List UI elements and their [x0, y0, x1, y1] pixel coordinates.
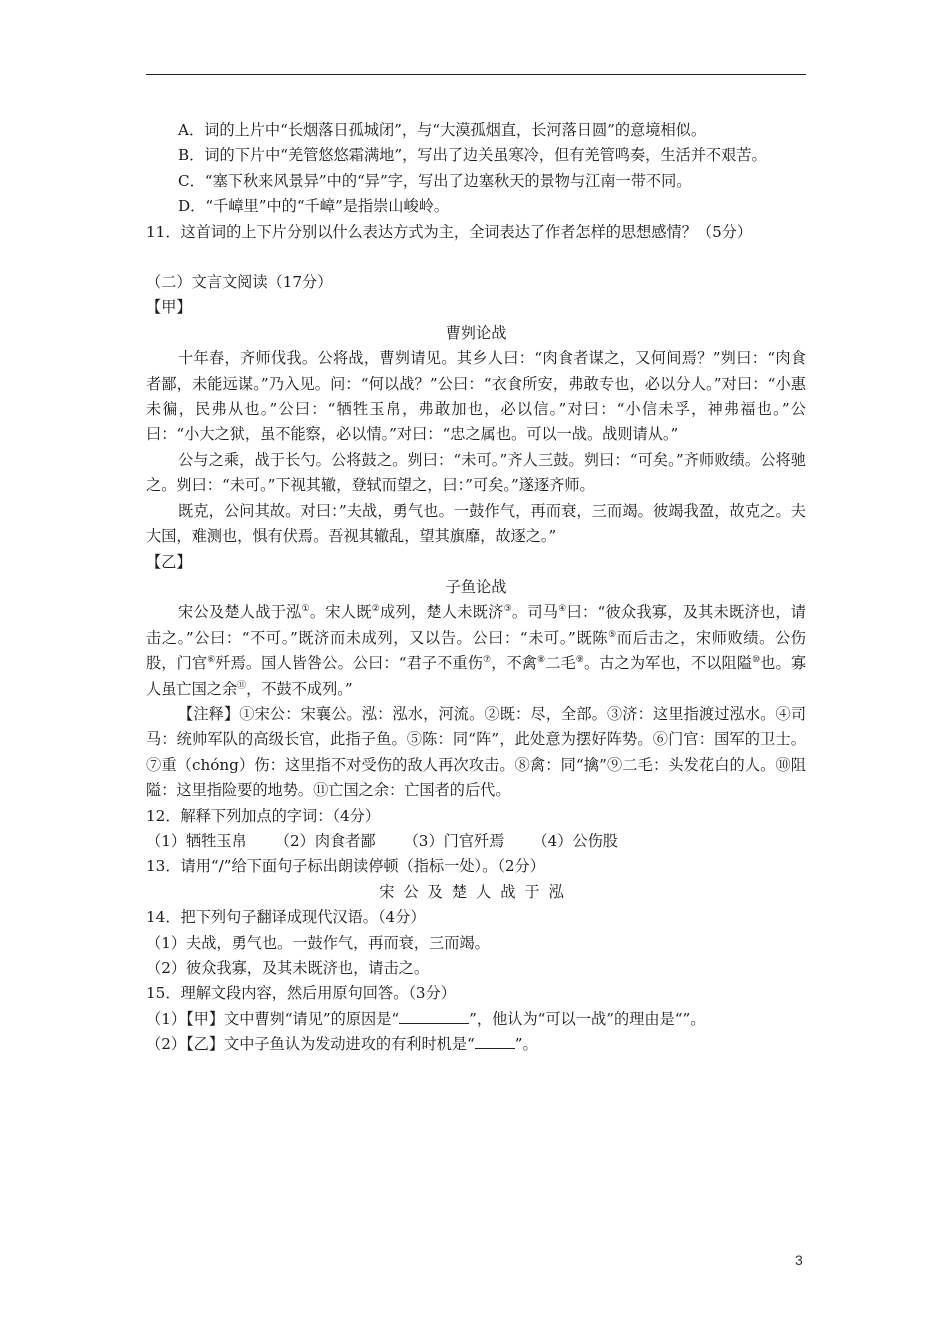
header-rule [146, 74, 806, 75]
option-a: A．词的上片中“长烟落日孤城闭”，与“大漠孤烟直，长河落日圆”的意境相似。 [178, 121, 707, 139]
page-number: 3 [795, 1252, 803, 1268]
q12-item: （4）公伤股 [532, 831, 618, 850]
option-d: D．“千嶂里”中的“千嶂”是指崇山峻岭。 [178, 197, 450, 216]
jia-paragraph-2: 公与之乘，战于长勺。公将鼓之。刿曰：“未可。”齐人三鼓。刿曰：“可矣。”齐师败绩。公将驰之。刿曰：“未可。”下视其辙，登轼而望之，曰：”可矣。”遂逐齐师。 [146, 450, 806, 495]
q15-item-1: （1）【甲】文中曹刿“请见”的原因是“ ”，他认为“可以一战”的理由是“”。 [146, 1007, 806, 1032]
yi-marker: 【乙】 [146, 552, 192, 571]
annotation-notes: 【注释】①宋公：宋襄公。泓：泓水，河流。②既：尽，全部。③济：这里指渡过泓水。④司马：统帅军队的高级长官，此指子鱼。⑤陈：同“阵”，此处意为摆好阵势。⑥门官：国军的卫士。⑦重（chóng）伤：这里指不对受伤的敌人再次攻击。⑧禽：同“擒”⑨二毛：头发花白的人。⑩阻隘：这里指险要的地势。⑪亡国之余：亡国者的后代。 [146, 704, 806, 800]
answer-blank[interactable] [399, 1007, 469, 1024]
question-14: 14．把下列句子翻译成现代汉语。（4分） [146, 908, 426, 927]
answer-blank[interactable] [475, 1032, 515, 1049]
option-b: B．词的下片中“羌管悠悠霜满地”，写出了边关虽寒冷，但有羌管鸣奏，生活并不艰苦。 [178, 146, 767, 165]
jia-paragraph-1: 十年春，齐师伐我。公将战，曹刿请见。其乡人曰：“肉食者谋之，又何间焉？”刿曰：“肉食者鄙，未能远谋。”乃入见。问：“何以战？”公曰：“衣食所安，弗敢专也，必以分人。”对曰：“小惠未徧，民弗从也。”公曰：“牺牲玉帛，弗敢加也，必以信。”对曰：“小信未孚，神弗福也。”公曰：“小大之狱，虽不能察，必以情。”对曰：“忠之属也。可以一战。战则请从。” [146, 349, 806, 444]
section-title: （二）文言文阅读（17分） [146, 273, 333, 292]
question-13: 13．请用“/”给下面句子标出朗读停顿（指标一处）。（2分） [146, 857, 545, 876]
q12-item: （2）肉食者鄙 [274, 831, 376, 850]
jia-paragraph-3: 既克，公问其故。对曰：”夫战，勇气也。一鼓作气，再而衰，三而竭。彼竭我盈，故克之。夫大国，难测也，惧有伏焉。吾视其辙乱，望其旗靡，故逐之。” [146, 501, 806, 546]
question-13-sentence: 宋公及楚人战于泓 [379, 882, 573, 901]
jia-marker: 【甲】 [146, 298, 192, 317]
q12-item: （1）牺牲玉帛 [146, 831, 247, 850]
yi-title: 子鱼论战 [445, 577, 507, 596]
jia-title: 曹刿论战 [445, 323, 507, 342]
option-c: C．“塞下秋来风景异”中的“异”字，写出了边塞秋天的景物与江南一带不同。 [178, 171, 692, 190]
q14-item-1: （1）夫战，勇气也。一鼓作气，再而衰，三而竭。 [146, 933, 490, 952]
question-11: 11．这首词的上下片分别以什么表达方式为主，全词表达了作者怎样的思想感情？（5分） [146, 222, 753, 241]
blank-space [146, 245, 806, 270]
yi-paragraph: 宋公及楚人战于泓①。宋人既②成列，楚人未既济③。司马④曰：“彼众我寡，及其未既济也，请击之。”公曰：“不可。”既济而未成列，又以告。公曰：“未可。”既陈⑤而后击之，宋师败绩。公伤股，门官⑥歼焉。国人皆咎公。公曰：“君子不重伤⑦，不禽⑧二毛⑨。古之为军也，不以阻隘⑩也。寡人虽亡国之余⑪，不鼓不成列。” [146, 603, 807, 698]
question-12: 12．解释下列加点的字词：（4分） [146, 806, 381, 825]
question-12-items [146, 829, 806, 854]
q14-item-2: （2）彼众我寡，及其未既济也，请击之。 [146, 959, 430, 977]
question-15: 15．理解文段内容，然后用原句回答。（3分） [146, 984, 456, 1003]
q15-item-2: （2）【乙】文中子鱼认为发动进攻的有利时机是“ ”。 [146, 1032, 806, 1057]
page-content [146, 118, 806, 1058]
q12-item: （3）门官歼焉 [403, 831, 505, 850]
